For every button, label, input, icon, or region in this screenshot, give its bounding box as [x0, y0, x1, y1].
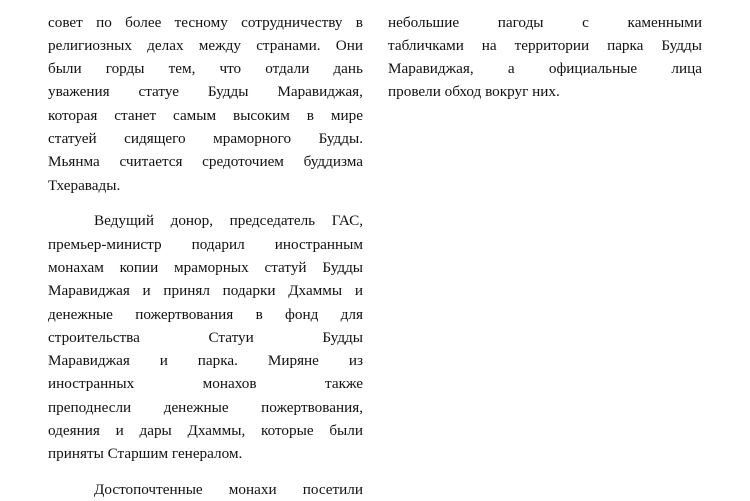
- word: которая: [48, 104, 97, 127]
- word: Маравиджая: [48, 279, 130, 302]
- text-line: [48, 57, 363, 80]
- word: сотрудничеству: [241, 11, 342, 34]
- word: Будды: [208, 80, 249, 103]
- text-line: [48, 349, 363, 372]
- word: строительства: [48, 326, 140, 349]
- word: сидящего: [124, 127, 185, 150]
- word: и: [116, 419, 124, 442]
- word: что: [219, 57, 241, 80]
- word: Ведущий: [94, 209, 154, 232]
- text-line: [388, 34, 702, 57]
- word: дары: [140, 419, 172, 442]
- word: подарил: [192, 233, 245, 256]
- word: между: [199, 34, 241, 57]
- word: были: [48, 57, 82, 80]
- text-line: [48, 127, 363, 150]
- word: статуей: [48, 127, 97, 150]
- word: Статуи: [208, 326, 253, 349]
- word: мраморного: [213, 127, 291, 150]
- word: небольшие: [388, 11, 459, 34]
- word: в: [307, 104, 314, 127]
- word: средоточием: [202, 150, 284, 173]
- word: и: [143, 279, 151, 302]
- word: буддизма: [304, 150, 363, 173]
- word: статуй: [264, 256, 306, 279]
- text-line: [48, 256, 363, 279]
- word: также: [325, 372, 363, 395]
- word: на: [482, 34, 497, 57]
- word: денежные: [48, 303, 113, 326]
- paragraph-spacing: [48, 466, 363, 479]
- word: станет: [114, 104, 156, 127]
- word: преподнесли: [48, 396, 131, 419]
- text-line: [48, 80, 363, 103]
- word: парка: [607, 34, 643, 57]
- text-line: [48, 279, 363, 302]
- word: ГАС,: [332, 209, 363, 232]
- word: Будды: [661, 34, 702, 57]
- word: лица: [671, 57, 702, 80]
- word: парка.: [198, 349, 238, 372]
- text-line: [48, 11, 363, 34]
- word: донор,: [171, 209, 213, 232]
- word: религиозных: [48, 34, 132, 57]
- word: Будды.: [319, 127, 363, 150]
- word: отдали: [265, 57, 309, 80]
- word: для: [341, 303, 363, 326]
- word: монахов: [203, 372, 257, 395]
- word: мире: [331, 104, 363, 127]
- word: совет: [48, 11, 83, 34]
- text-line: [48, 233, 363, 256]
- word: денежные: [164, 396, 229, 419]
- text-line: [48, 396, 363, 419]
- word: в: [356, 11, 363, 34]
- word: странами.: [256, 34, 320, 57]
- paragraph-3: [48, 478, 363, 501]
- word: с: [582, 11, 589, 34]
- word: самым: [173, 104, 216, 127]
- word: статуе: [138, 80, 178, 103]
- word: и: [355, 279, 363, 302]
- word: делах: [147, 34, 183, 57]
- paragraph-2: [48, 209, 363, 465]
- right-text-column: [388, 11, 702, 104]
- word: Маравиджая,: [388, 57, 474, 80]
- word: премьер-министр: [48, 233, 162, 256]
- word: тем,: [169, 57, 196, 80]
- word: пожертвования,: [261, 396, 363, 419]
- word: одеяния: [48, 419, 100, 442]
- word: пожертвования: [135, 303, 233, 326]
- word: монахи: [229, 478, 277, 501]
- word: принял: [163, 279, 210, 302]
- text-line: [388, 57, 702, 80]
- word: посетили: [303, 478, 363, 501]
- word: из: [349, 349, 363, 372]
- paragraph-1: [48, 11, 363, 197]
- paragraph-continued: [388, 11, 702, 104]
- word: Будды: [322, 256, 363, 279]
- word: Дхаммы: [288, 279, 342, 302]
- text-line: приняты Старшим генералом.: [48, 442, 363, 465]
- text-line: [48, 104, 363, 127]
- word: тесному: [175, 11, 228, 34]
- text-line: [48, 326, 363, 349]
- text-line: [388, 11, 702, 34]
- left-text-column: [48, 11, 363, 501]
- word: дань: [333, 57, 363, 80]
- word: официальные: [549, 57, 637, 80]
- word: мраморных: [174, 256, 249, 279]
- word: иностранных: [48, 372, 134, 395]
- word: и: [160, 349, 168, 372]
- word: Достопочтенные: [94, 478, 203, 501]
- word: территории: [515, 34, 590, 57]
- word: копии: [120, 256, 159, 279]
- text-line: [48, 209, 363, 232]
- word: подарки: [223, 279, 276, 302]
- text-line: [48, 372, 363, 395]
- word: Мьянма: [48, 150, 100, 173]
- word: горды: [106, 57, 145, 80]
- word: монахам: [48, 256, 104, 279]
- text-line: провели обход вокруг них.: [388, 80, 702, 103]
- word: которые: [261, 419, 314, 442]
- word: иностранным: [275, 233, 363, 256]
- word: Дхаммы,: [188, 419, 246, 442]
- word: фонд: [285, 303, 318, 326]
- word: по: [96, 11, 112, 34]
- text-line: Тхеравады.: [48, 174, 363, 197]
- word: более: [125, 11, 161, 34]
- word: председатель: [230, 209, 315, 232]
- word: пагоды: [498, 11, 544, 34]
- word: табличками: [388, 34, 464, 57]
- text-line: [48, 34, 363, 57]
- word: Будды: [322, 326, 363, 349]
- text-line: [48, 150, 363, 173]
- word: высоким: [233, 104, 290, 127]
- word: Маравиджая: [48, 349, 130, 372]
- word: каменными: [628, 11, 702, 34]
- word: а: [508, 57, 515, 80]
- word: в: [256, 303, 263, 326]
- word: Маравиджая,: [277, 80, 363, 103]
- text-line: [48, 419, 363, 442]
- text-line: [48, 303, 363, 326]
- paragraph-spacing: [48, 197, 363, 210]
- word: Они: [336, 34, 363, 57]
- word: считается: [119, 150, 182, 173]
- word: уважения: [48, 80, 110, 103]
- text-line: [48, 478, 363, 501]
- word: Миряне: [268, 349, 319, 372]
- word: были: [329, 419, 363, 442]
